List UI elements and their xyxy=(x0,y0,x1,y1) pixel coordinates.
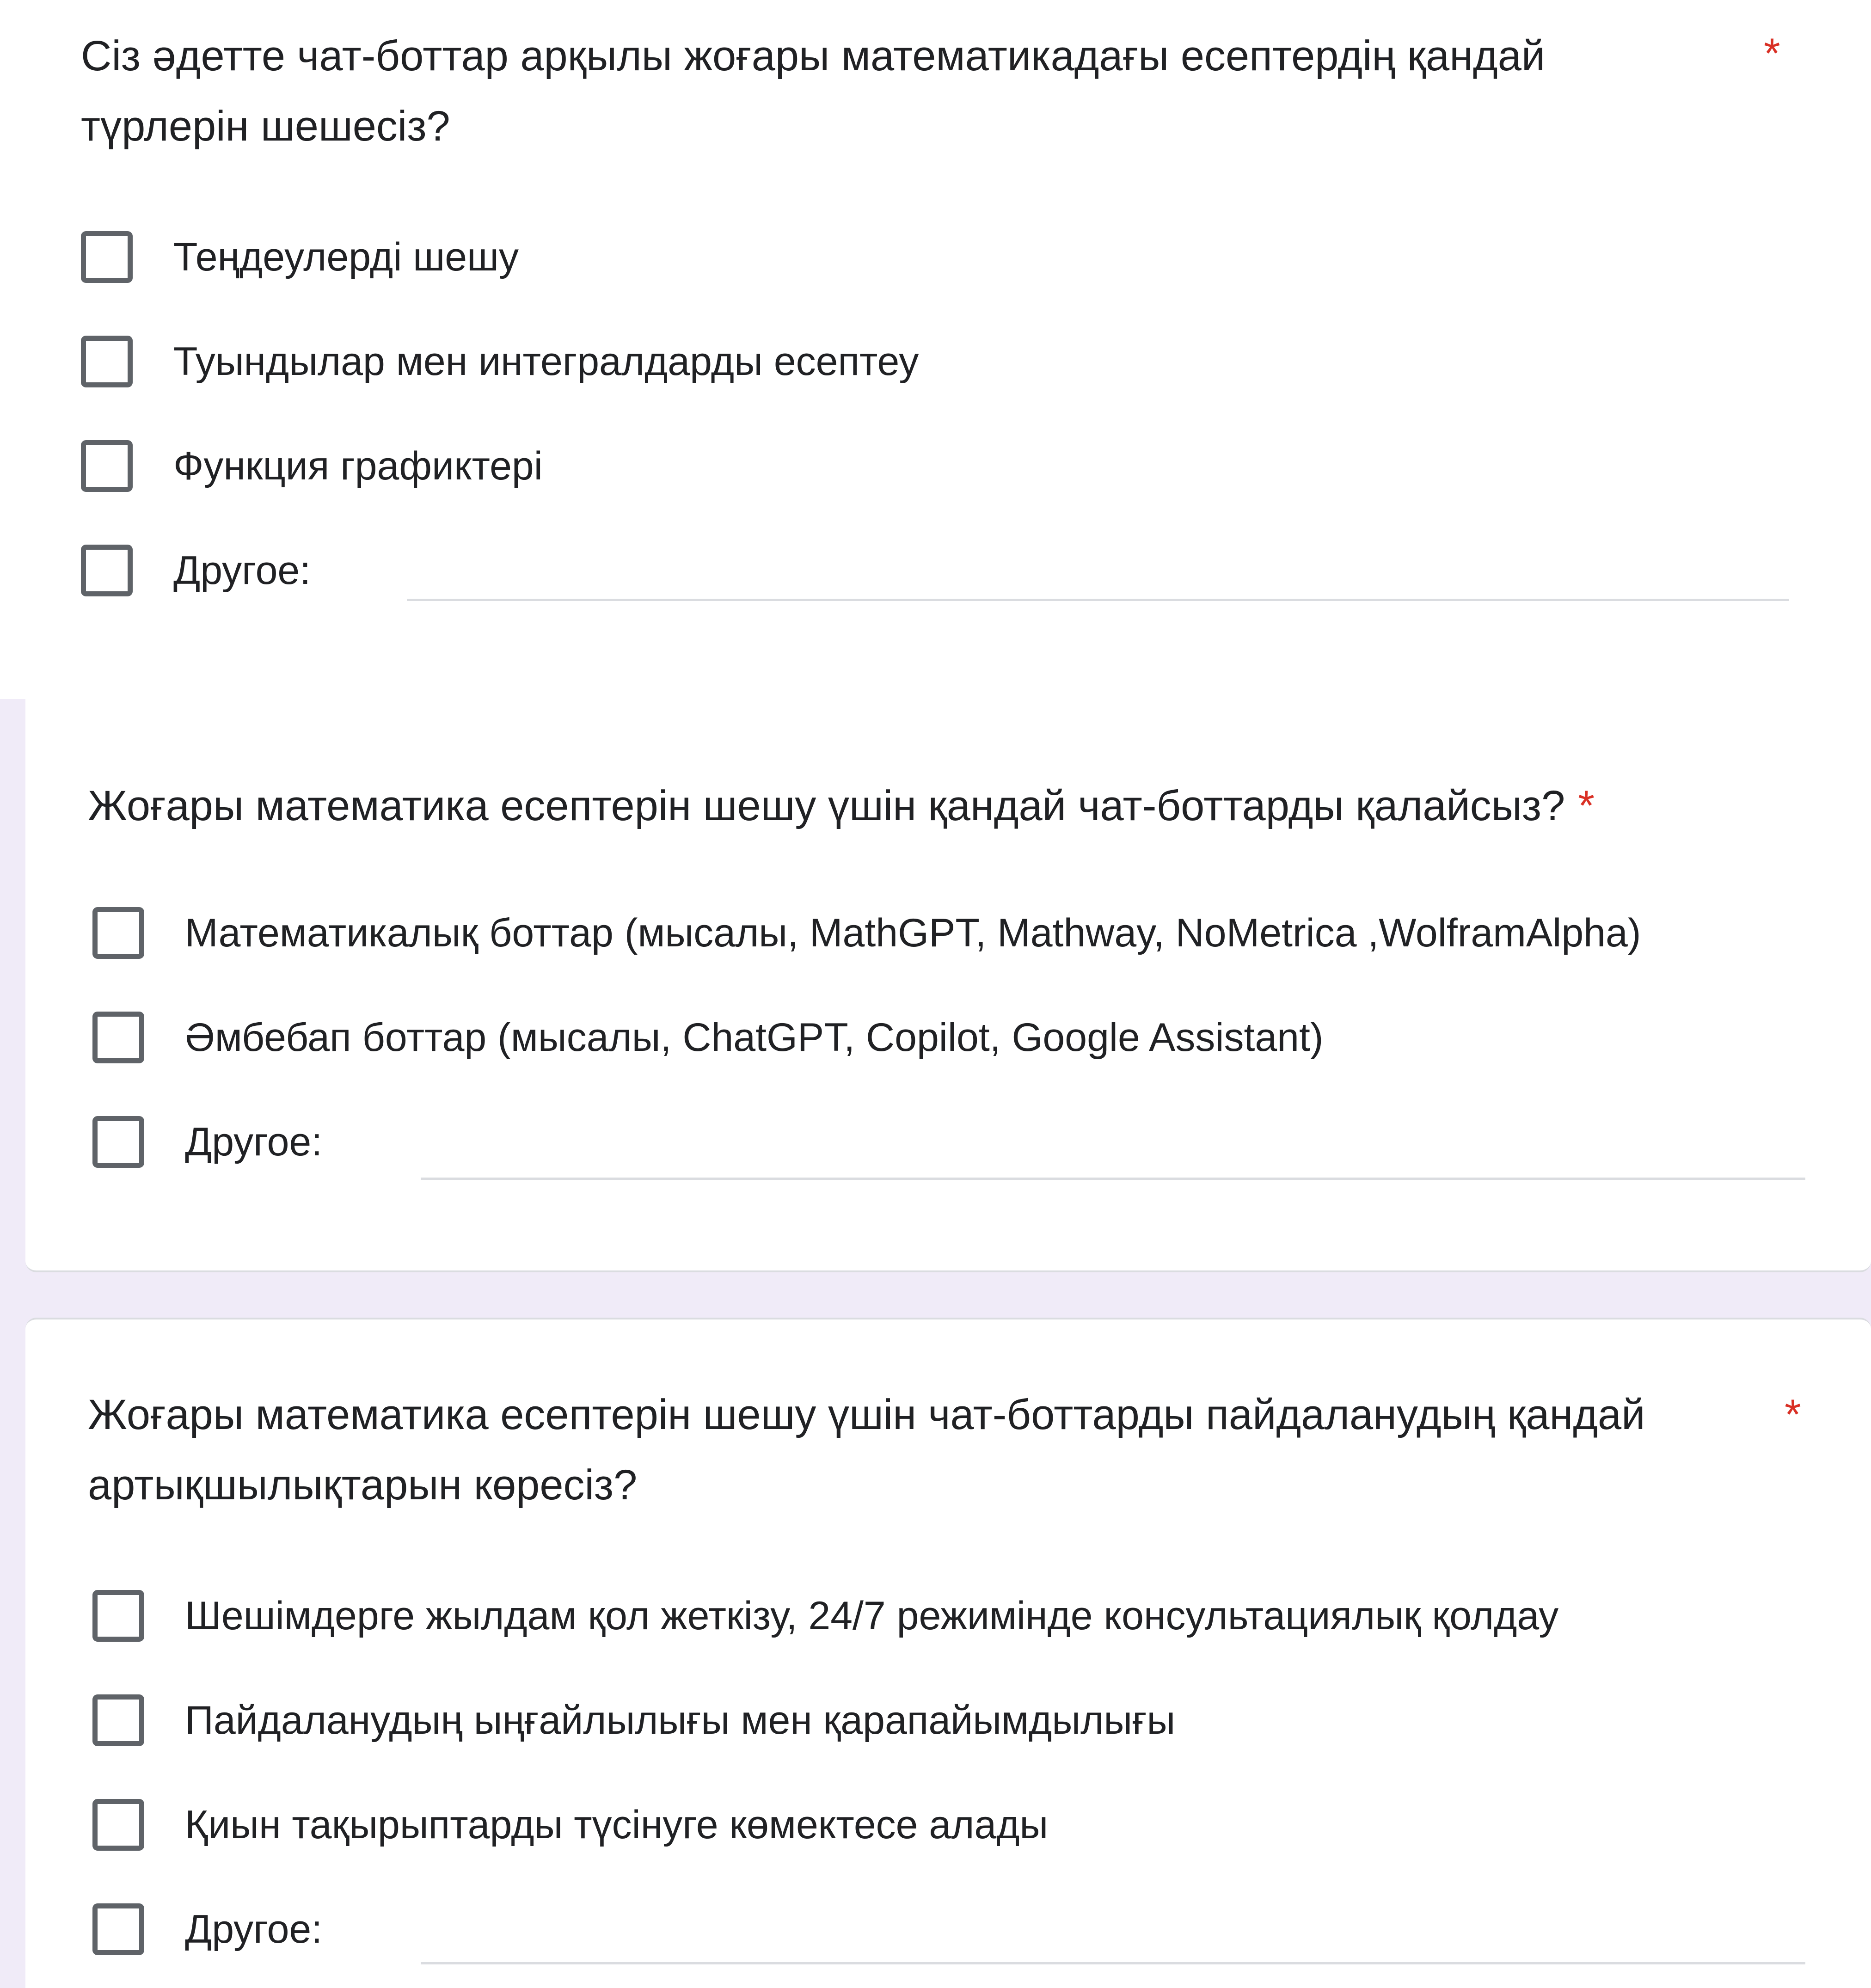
option-label: Теңдеулерді шешу xyxy=(173,235,519,279)
option-hard-topics[interactable] xyxy=(92,1799,1048,1851)
option-fast-access[interactable] xyxy=(92,1590,1558,1642)
question-card-types xyxy=(0,0,1871,699)
required-asterisk: * xyxy=(1578,782,1595,829)
checkbox[interactable] xyxy=(81,231,133,283)
checkbox[interactable] xyxy=(81,440,133,492)
checkbox[interactable] xyxy=(92,1694,144,1746)
question-title: Жоғары математика есептерін шешу үшін чат-боттарды пайдаланудың қандай артықшылықтарын көресіз? xyxy=(88,1391,1645,1509)
other-text-input[interactable] xyxy=(421,1962,1805,1964)
question-card-advantages xyxy=(25,1318,1871,1988)
checkbox[interactable] xyxy=(81,545,133,596)
checkbox[interactable] xyxy=(81,336,133,387)
question-title: Сіз әдетте чат-боттар арқылы жоғары математикадағы есептердің қандай түрлерін шешесіз? xyxy=(81,32,1546,150)
checkbox[interactable] xyxy=(92,1903,144,1955)
option-other[interactable] xyxy=(81,545,311,596)
checkbox[interactable] xyxy=(92,1116,144,1168)
option-label: Другое: xyxy=(185,1120,323,1164)
required-asterisk: * xyxy=(1764,30,1780,77)
option-label: Функция графиктері xyxy=(173,444,543,488)
option-label: Математикалық боттар (мысалы, MathGPT, Mathway, NoMetrica ,WolframAlpha) xyxy=(185,911,1641,955)
option-label: Пайдаланудың ыңғайлылығы мен қарапайымдылығы xyxy=(185,1698,1176,1743)
option-label: Шешімдерге жылдам қол жеткізу, 24/7 режимінде консультациялық қолдау xyxy=(185,1594,1559,1638)
question-title: Жоғары математика есептерін шешу үшін қандай чат-боттарды қалайсыз? * xyxy=(88,782,1595,829)
option-label: Другое: xyxy=(173,548,311,593)
option-label: Қиын тақырыптарды түсінуге көмектесе алады xyxy=(185,1803,1049,1847)
option-ease-of-use[interactable] xyxy=(92,1694,1175,1746)
checkbox[interactable] xyxy=(92,1012,144,1063)
question-card-preferred-bots xyxy=(25,699,1871,1272)
option-solve-equations[interactable] xyxy=(81,231,519,283)
other-text-input[interactable] xyxy=(421,1178,1805,1180)
checkbox[interactable] xyxy=(92,1590,144,1642)
option-other[interactable] xyxy=(92,1903,322,1955)
checkbox[interactable] xyxy=(92,907,144,959)
option-label: Әмбебап боттар (мысалы, ChatGPT, Copilot, Google Assistant) xyxy=(185,1015,1324,1060)
option-function-graphs[interactable] xyxy=(81,440,543,492)
option-derivatives-integrals[interactable] xyxy=(81,336,919,387)
required-asterisk: * xyxy=(1785,1391,1801,1438)
option-label: Другое: xyxy=(185,1907,323,1951)
option-universal-bots[interactable] xyxy=(92,1012,1324,1063)
option-label: Туындылар мен интегралдарды есептеу xyxy=(173,339,919,384)
option-math-bots[interactable] xyxy=(92,907,1641,959)
checkbox[interactable] xyxy=(92,1799,144,1851)
option-other[interactable] xyxy=(92,1116,322,1168)
other-text-input[interactable] xyxy=(407,599,1789,601)
